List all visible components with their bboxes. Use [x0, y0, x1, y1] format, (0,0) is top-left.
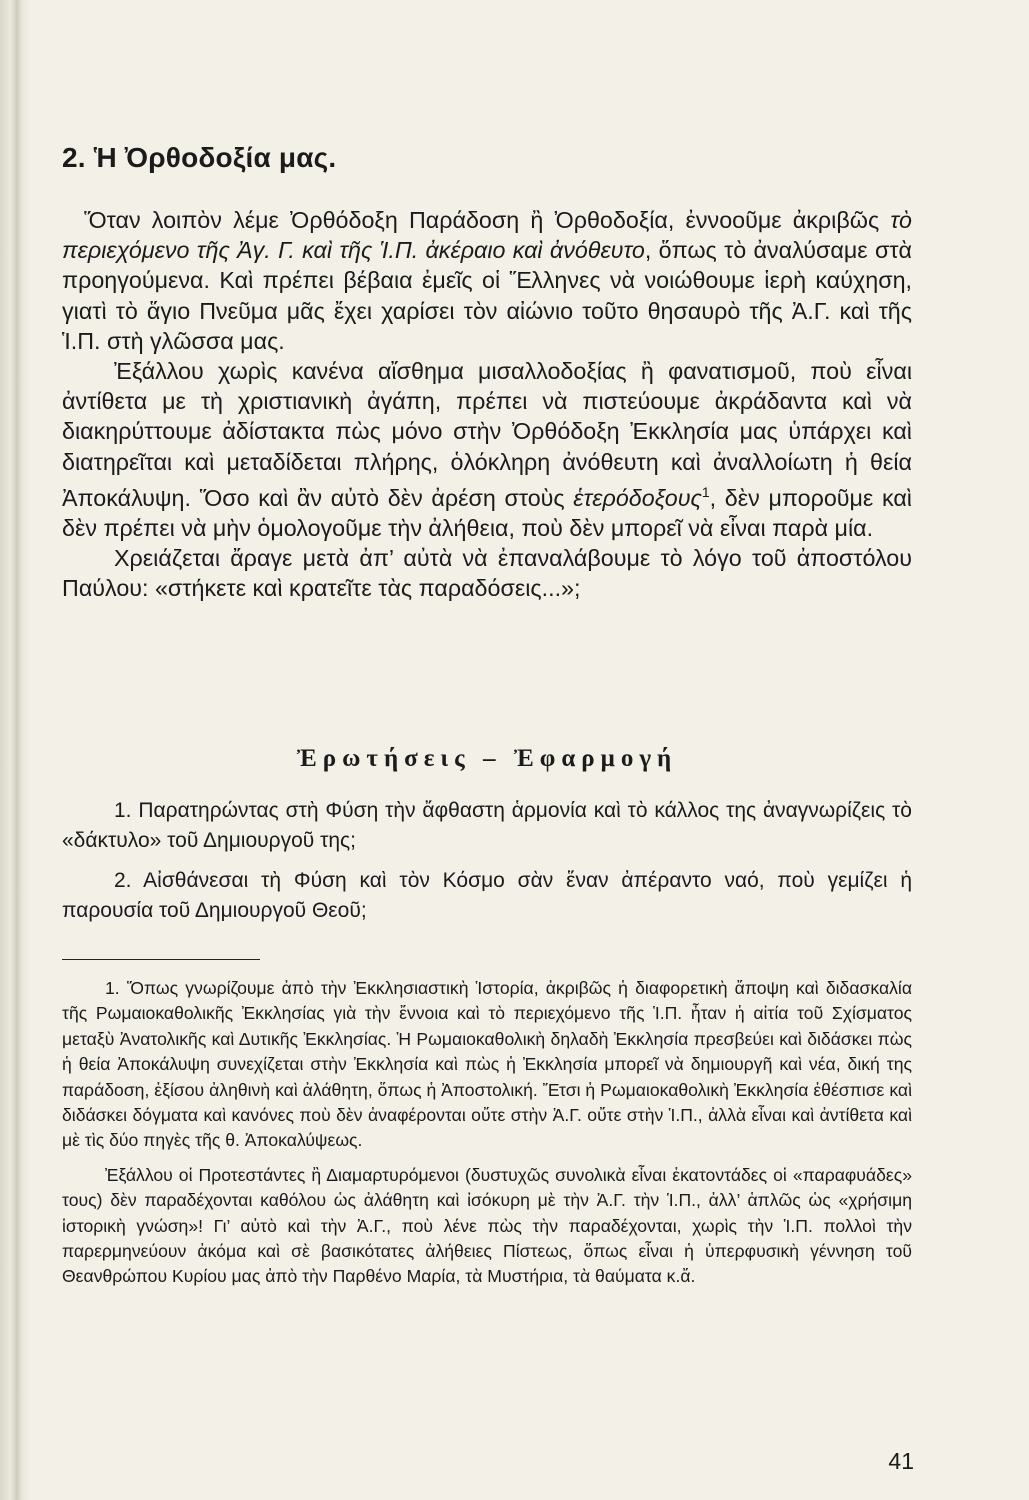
footnotes — [62, 976, 912, 1299]
questions-heading: Ἐρωτήσεις – Ἐφαρμογή — [296, 745, 678, 772]
page-number: 41 — [888, 1448, 914, 1474]
paragraph-2-emphasis: ἑτερόδοξους — [573, 484, 702, 511]
paragraph-1 — [62, 205, 912, 356]
paragraph-2-text-a: Ἐξάλλου χωρὶς κανένα αἴσθημα μισαλλοδοξίας ἢ φανατισμοῦ, ποὺ εἶναι ἀντίθετα με τὴ χριστιανικὴ ἀγάπη, πρέπει νὰ πιστεύουμε ἀκράδαντα καὶ νὰ διακηρύττουμε ἀδίστακτα πὼς μόνο στὴν Ὀρθόδοξη Ἐκκλησία μας ὑπάρχει καὶ διατηρεῖται καὶ μεταδίδεται πλήρης, ὁλόκληρη ἀνόθευτη καὶ ἀναλλοίωτη ἡ θεία Ἀποκάλυψη. Ὅσο καὶ ἂν αὐτὸ δὲν ἀρέση στοὺς — [62, 358, 912, 511]
footnote-ref-1: 1 — [701, 483, 710, 500]
question-1: 1. Παρατηρώντας στὴ Φύση τὴν ἄφθαστη ἁρμονία καὶ τὸ κάλλος της ἀναγνωρίζεις τὸ «δάκτυλο» τοῦ Δημιουργοῦ της; — [62, 799, 912, 852]
book-page — [62, 0, 912, 1500]
section-heading: 2. Ἡ Ὀρθοδοξία μας. — [62, 142, 337, 173]
paragraph-3: Χρειάζεται ἄραγε μετὰ ἀπ’ αὐτὰ νὰ ἐπαναλάβουμε τὸ λόγο τοῦ ἀποστόλου Παύλου: «στήκετε καὶ κρατεῖτε τὰς παραδόσεις...»; — [62, 545, 912, 602]
main-text — [62, 205, 912, 603]
paragraph-1-text-a: Ὅταν λοιπὸν λέμε Ὀρθόδοξη Παράδοση ἢ Ὀρθοδοξία, ἐννοοῦμε ἀκριβῶς — [84, 207, 891, 233]
paragraph-1-emphasis: τὸ περιεχόμενο τῆς Ἀγ. Γ. καὶ τῆς Ἱ.Π. ἀκέραιο καὶ ἀνόθευτο — [62, 207, 912, 264]
footnote-separator — [62, 959, 260, 960]
book-gutter — [0, 0, 30, 1500]
paragraph-1-text-b: , ὅπως τὸ ἀναλύσαμε στὰ προηγούμενα. Καὶ πρέπει βέβαια ἐμεῖς οἱ Ἕλληνες νὰ νοιώθουμε ἱερὴ καύχηση, γιατὶ τὸ ἅγιο Πνεῦμα μᾶς ἔχει χαρίσει τὸν αἰώνιο τοῦτο θησαυρὸ τῆς Ἀ.Γ. καὶ τῆς Ἱ.Π. στὴ γλῶσσα μας. — [62, 237, 912, 354]
questions-list — [62, 796, 912, 936]
paragraph-2 — [62, 356, 912, 543]
footnote-1: 1. Ὅπως γνωρίζουμε ἀπὸ τὴν Ἐκκλησιαστικὴ Ἱστορία, ἀκριβῶς ἡ διαφορετικὴ ἄποψη καὶ διδασκαλία τῆς Ρωμαιοκαθολικῆς Ἐκκλησίας γιὰ τὴν ἔννοια καὶ τὸ περιεχόμενο τῆς Ἱ.Π. ἦταν ἡ αἰτία τοῦ Σχίσματος μεταξὺ Ἀνατολικῆς καὶ Δυτικῆς Ἐκκλησίας. Ἡ Ρωμαιοκαθολικὴ δηλαδὴ Ἐκκλησία πρεσβεύει καὶ διδάσκει πὼς ἡ θεία Ἀποκάλυψη συνεχίζεται στὴν Ἐκκλησία καὶ πὼς ἡ Ἐκκλησία μπορεῖ νὰ δημιουργῆ καὶ νέα, δική της παράδοση, ἐξίσου ἀληθινὴ καὶ ἀλάθητη, ὅπως ἡ Ἀποστολική. Ἔτσι ἡ Ρωμαιοκαθολικὴ Ἐκκλησία ἐθέσπισε καὶ διδάσκει δόγματα καὶ κανόνες ποὺ δὲν ἀναφέρονται οὔτε στὴν Ἀ.Γ. οὔτε στὴν Ἱ.Π., ἀλλὰ εἶναι καὶ ἀντίθετα καὶ μὲ τὶς δύο πηγὲς τῆς θ. Ἀποκαλύψεως. — [62, 978, 912, 1151]
paragraph-2-text-b: , δὲν μποροῦμε καὶ δὲν πρέπει νὰ μὴν ὁμολογοῦμε τὴν ἀλήθεια, ποὺ δὲν μπορεῖ νὰ εἶναι παρὰ μία. — [62, 484, 912, 541]
question-2: 2. Αἰσθάνεσαι τὴ Φύση καὶ τὸν Κόσμο σὰν ἕναν ἀπέραντο ναό, ποὺ γεμίζει ἡ παρουσία τοῦ Δημιουργοῦ Θεοῦ; — [62, 869, 912, 922]
footnote-1-continued: Ἐξάλλου οἱ Προτεστάντες ἢ Διαμαρτυρόμενοι (δυστυχῶς συνολικὰ εἶναι ἑκατοντάδες οἱ «παραφυάδες» τους) δὲν παραδέχονται καθόλου ὡς ἀλάθητη καὶ ἰσόκυρη μὲ τὴν Ἀ.Γ. τὴν Ἱ.Π., ἀλλ’ ἁπλῶς ὡς «χρήσιμη ἱστορικὴ γνώση»! Γι’ αὐτὸ καὶ τὴν Ἀ.Γ., ποὺ λένε πὼς τὴν παραδέχονται, χωρὶς τὴν Ἱ.Π. πολλοὶ τὴν παρερμηνεύουν ἀκόμα καὶ σὲ βασικότατες ἀλήθειες Πίστεως, ὅπως εἶναι ἡ ὑπερφυσικὴ γέννηση τοῦ Θεανθρώπου Κυρίου μας ἀπὸ τὴν Παρθένο Μαρία, τὰ Μυστήρια, τὰ θαύματα κ.ἄ. — [62, 1164, 912, 1287]
